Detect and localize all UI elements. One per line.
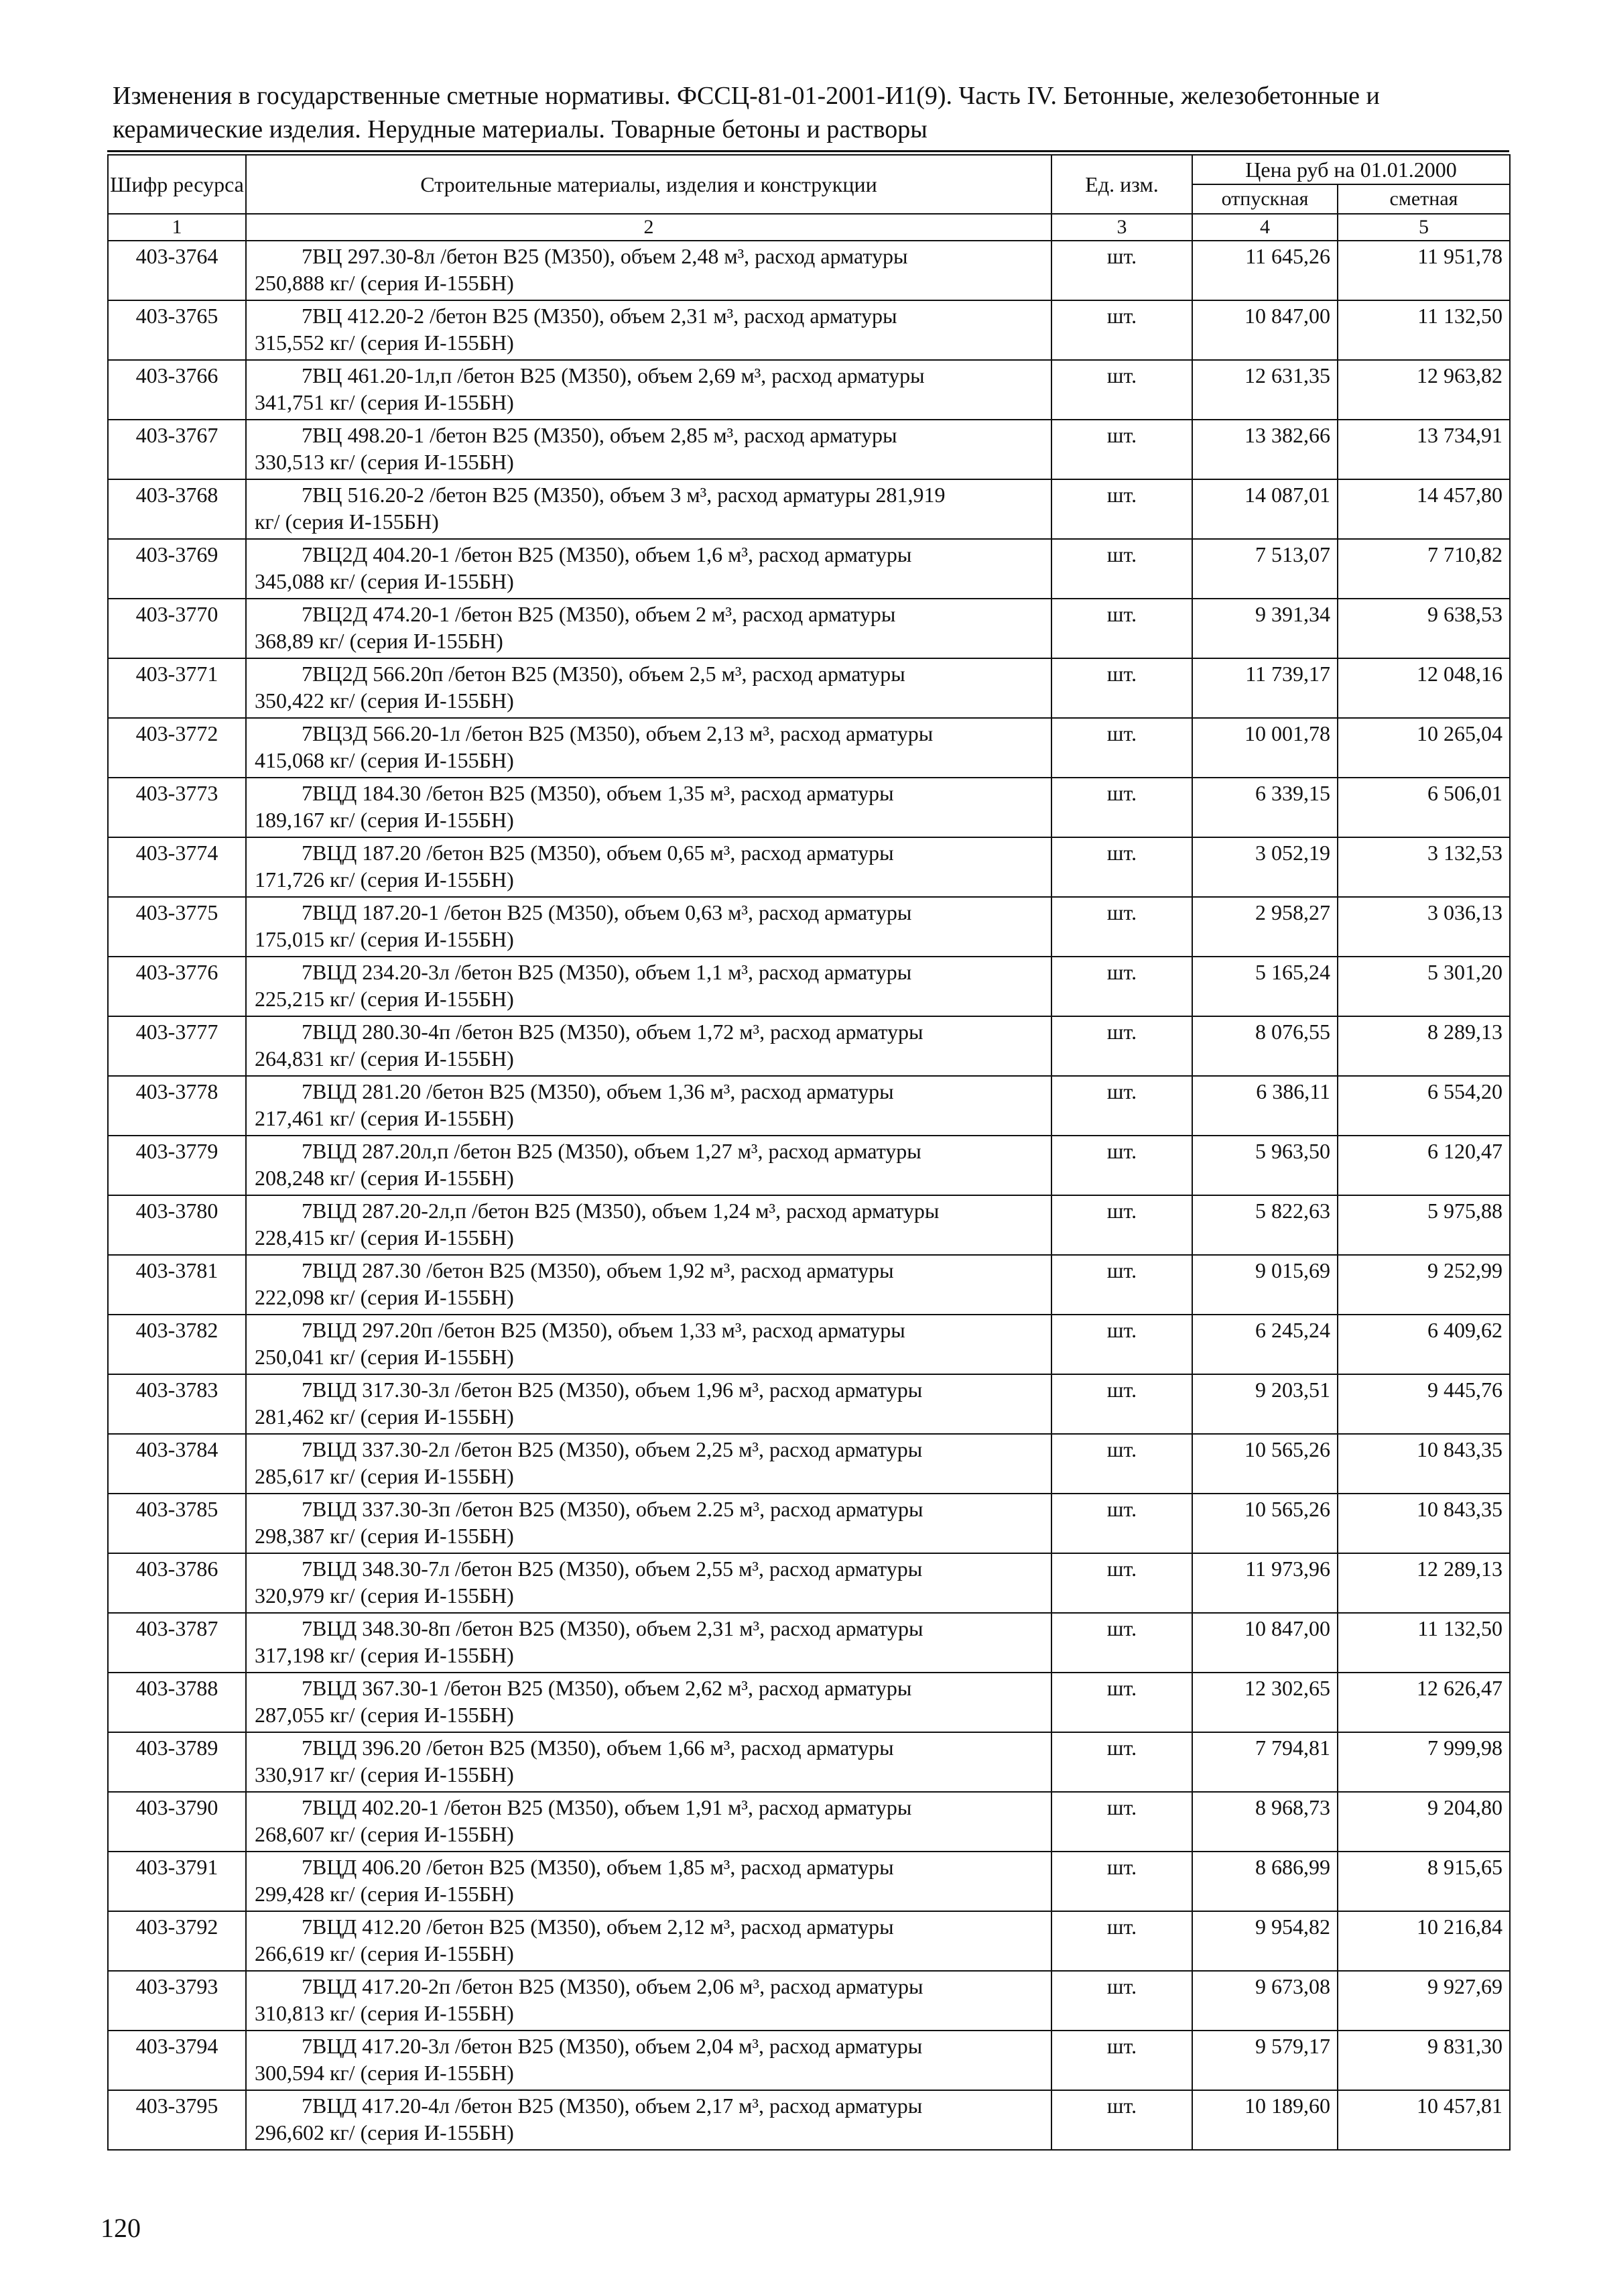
release-price: 3 052,19 — [1192, 837, 1338, 897]
description-line-2: 225,215 кг/ (серия И-155БН) — [255, 987, 514, 1011]
description-line-2: 175,015 кг/ (серия И-155БН) — [255, 927, 514, 951]
resource-code: 403-3771 — [108, 658, 246, 718]
description-line-1: 7ВЦД 317.30-3л /бетон В25 (М350), объем 1,96 м³, расход арматуры — [302, 1378, 923, 1402]
release-price: 6 245,24 — [1192, 1315, 1338, 1374]
column-number: 1 — [108, 214, 246, 241]
resource-code: 403-3776 — [108, 957, 246, 1016]
release-price: 6 339,15 — [1192, 778, 1338, 837]
unit: шт. — [1051, 1195, 1192, 1255]
description-line-2: 268,607 кг/ (серия И-155БН) — [255, 1822, 514, 1846]
description-line-1: 7ВЦД 187.20-1 /бетон В25 (М350), объем 0,63 м³, расход арматуры — [302, 900, 912, 924]
estimate-price: 10 843,35 — [1338, 1494, 1510, 1553]
description-line-1: 7ВЦД 417.20-4л /бетон В25 (М350), объем 2,17 м³, расход арматуры — [302, 2094, 923, 2118]
header-price-group: Цена руб на 01.01.2000 — [1192, 155, 1510, 184]
description-line-2: 330,917 кг/ (серия И-155БН) — [255, 1762, 514, 1787]
table-row — [108, 1076, 1510, 1136]
unit: шт. — [1051, 778, 1192, 837]
description-line-1: 7ВЦД 281.20 /бетон В25 (М350), объем 1,36 м³, расход арматуры — [302, 1079, 894, 1103]
description-line-2: 217,461 кг/ (серия И-155БН) — [255, 1106, 514, 1130]
description-line-1: 7ВЦД 337.30-2л /бетон В25 (М350), объем 2,25 м³, расход арматуры — [302, 1437, 923, 1461]
description-line-1: 7ВЦД 287.30 /бетон В25 (М350), объем 1,92 м³, расход арматуры — [302, 1258, 894, 1282]
resource-code: 403-3792 — [108, 1911, 246, 1971]
estimate-price: 9 252,99 — [1338, 1255, 1510, 1315]
resource-code: 403-3772 — [108, 718, 246, 778]
column-number: 3 — [1051, 214, 1192, 241]
table-row — [108, 718, 1510, 778]
table-row — [108, 420, 1510, 479]
release-price: 8 076,55 — [1192, 1016, 1338, 1076]
material-description — [246, 360, 1051, 420]
table-row — [108, 778, 1510, 837]
description-line-2: 287,055 кг/ (серия И-155БН) — [255, 1703, 514, 1727]
release-price: 9 203,51 — [1192, 1374, 1338, 1434]
estimate-price: 13 734,91 — [1338, 420, 1510, 479]
unit: шт. — [1051, 718, 1192, 778]
material-description — [246, 241, 1051, 300]
table-row — [108, 1255, 1510, 1315]
unit: шт. — [1051, 1971, 1192, 2031]
release-price: 11 973,96 — [1192, 1553, 1338, 1613]
estimate-price: 6 120,47 — [1338, 1136, 1510, 1195]
release-price: 12 302,65 — [1192, 1673, 1338, 1732]
table-row — [108, 1852, 1510, 1911]
resource-code: 403-3794 — [108, 2031, 246, 2090]
description-line-1: 7ВЦ 516.20-2 /бетон В25 (М350), объем 3 м³, расход арматуры 281,919 — [302, 483, 946, 507]
material-description — [246, 778, 1051, 837]
material-description — [246, 718, 1051, 778]
table-row — [108, 1434, 1510, 1494]
table-row — [108, 241, 1510, 300]
description-line-2: 208,248 кг/ (серия И-155БН) — [255, 1166, 514, 1190]
resource-code: 403-3777 — [108, 1016, 246, 1076]
description-line-1: 7ВЦД 348.30-8п /бетон В25 (М350), объем 2,31 м³, расход арматуры — [302, 1616, 923, 1640]
estimate-price: 7 710,82 — [1338, 539, 1510, 599]
table-row — [108, 1195, 1510, 1255]
description-line-1: 7ВЦД 234.20-3л /бетон В25 (М350), объем 1,1 м³, расход арматуры — [302, 960, 912, 984]
estimate-price: 7 999,98 — [1338, 1732, 1510, 1792]
description-line-1: 7ВЦД 184.30 /бетон В25 (М350), объем 1,35 м³, расход арматуры — [302, 781, 894, 805]
estimate-price: 6 554,20 — [1338, 1076, 1510, 1136]
description-line-1: 7ВЦ 412.20-2 /бетон В25 (М350), объем 2,31 м³, расход арматуры — [302, 304, 897, 328]
description-line-2: 330,513 кг/ (серия И-155БН) — [255, 450, 514, 474]
table-row — [108, 1315, 1510, 1374]
release-price: 9 954,82 — [1192, 1911, 1338, 1971]
unit: шт. — [1051, 1076, 1192, 1136]
estimate-price: 12 048,16 — [1338, 658, 1510, 718]
description-line-2: 320,979 кг/ (серия И-155БН) — [255, 1583, 514, 1608]
unit: шт. — [1051, 1553, 1192, 1613]
material-description — [246, 1016, 1051, 1076]
release-price: 5 165,24 — [1192, 957, 1338, 1016]
description-line-2: 315,552 кг/ (серия И-155БН) — [255, 330, 514, 355]
resource-code: 403-3779 — [108, 1136, 246, 1195]
table-row — [108, 1792, 1510, 1852]
release-price: 9 391,34 — [1192, 599, 1338, 658]
description-line-2: 296,602 кг/ (серия И-155БН) — [255, 2120, 514, 2144]
description-line-1: 7ВЦД 287.20л,п /бетон В25 (М350), объем 1,27 м³, расход арматуры — [302, 1139, 921, 1163]
description-line-1: 7ВЦД 297.20п /бетон В25 (М350), объем 1,33 м³, расход арматуры — [302, 1318, 905, 1342]
estimate-price: 10 265,04 — [1338, 718, 1510, 778]
unit: шт. — [1051, 1852, 1192, 1911]
description-line-2: 222,098 кг/ (серия И-155БН) — [255, 1285, 514, 1309]
release-price: 2 958,27 — [1192, 897, 1338, 957]
table-row — [108, 1971, 1510, 2031]
description-line-2: 310,813 кг/ (серия И-155БН) — [255, 2001, 514, 2025]
material-description — [246, 1076, 1051, 1136]
unit: шт. — [1051, 1315, 1192, 1374]
table-row — [108, 539, 1510, 599]
description-line-2: 300,594 кг/ (серия И-155БН) — [255, 2061, 514, 2085]
unit: шт. — [1051, 1136, 1192, 1195]
resource-code: 403-3785 — [108, 1494, 246, 1553]
estimate-price: 12 289,13 — [1338, 1553, 1510, 1613]
release-price: 5 963,50 — [1192, 1136, 1338, 1195]
material-description — [246, 599, 1051, 658]
material-description — [246, 1315, 1051, 1374]
estimate-price: 5 301,20 — [1338, 957, 1510, 1016]
estimate-price: 6 506,01 — [1338, 778, 1510, 837]
resource-code: 403-3770 — [108, 599, 246, 658]
material-description — [246, 658, 1051, 718]
description-line-1: 7ВЦ2Д 474.20-1 /бетон В25 (М350), объем 2 м³, расход арматуры — [302, 602, 896, 626]
estimate-price: 6 409,62 — [1338, 1315, 1510, 1374]
estimate-price: 11 132,50 — [1338, 300, 1510, 360]
table-row — [108, 1494, 1510, 1553]
estimate-price: 14 457,80 — [1338, 479, 1510, 539]
description-line-2: 250,041 кг/ (серия И-155БН) — [255, 1345, 514, 1369]
estimate-price: 10 843,35 — [1338, 1434, 1510, 1494]
release-price: 10 189,60 — [1192, 2090, 1338, 2150]
description-line-2: 350,422 кг/ (серия И-155БН) — [255, 688, 514, 713]
unit: шт. — [1051, 837, 1192, 897]
resource-code: 403-3795 — [108, 2090, 246, 2150]
header-title-line-1: Изменения в государственные сметные нормативы. ФССЦ-81-01-2001-И1(9). Часть IV. Бетонные, железобетонные и — [113, 82, 1380, 110]
table-row — [108, 1732, 1510, 1792]
description-line-1: 7ВЦ 297.30-8л /бетон В25 (М350), объем 2,48 м³, расход арматуры — [302, 244, 908, 268]
estimate-price: 8 915,65 — [1338, 1852, 1510, 1911]
resource-code: 403-3780 — [108, 1195, 246, 1255]
unit: шт. — [1051, 479, 1192, 539]
column-number: 4 — [1192, 214, 1338, 241]
material-description — [246, 1494, 1051, 1553]
unit: шт. — [1051, 1255, 1192, 1315]
resource-code: 403-3789 — [108, 1732, 246, 1792]
estimate-price: 9 445,76 — [1338, 1374, 1510, 1434]
unit: шт. — [1051, 658, 1192, 718]
unit: шт. — [1051, 539, 1192, 599]
unit: шт. — [1051, 1016, 1192, 1076]
resource-code: 403-3790 — [108, 1792, 246, 1852]
material-description — [246, 1971, 1051, 2031]
table-row — [108, 1911, 1510, 1971]
unit: шт. — [1051, 1434, 1192, 1494]
column-number: 2 — [246, 214, 1051, 241]
unit: шт. — [1051, 2031, 1192, 2090]
table-row — [108, 360, 1510, 420]
header-rule — [107, 150, 1509, 152]
page-number: 120 — [101, 2213, 141, 2243]
estimate-price: 11 132,50 — [1338, 1613, 1510, 1673]
price-table — [107, 154, 1511, 2151]
material-description — [246, 300, 1051, 360]
description-line-2: 281,462 кг/ (серия И-155БН) — [255, 1404, 514, 1429]
release-price: 7 513,07 — [1192, 539, 1338, 599]
table-row — [108, 837, 1510, 897]
table-row — [108, 2031, 1510, 2090]
estimate-price: 8 289,13 — [1338, 1016, 1510, 1076]
unit: шт. — [1051, 1732, 1192, 1792]
resource-code: 403-3784 — [108, 1434, 246, 1494]
description-line-1: 7ВЦД 396.20 /бетон В25 (М350), объем 1,66 м³, расход арматуры — [302, 1736, 894, 1760]
unit: шт. — [1051, 897, 1192, 957]
table-row — [108, 300, 1510, 360]
estimate-price: 9 831,30 — [1338, 2031, 1510, 2090]
description-line-1: 7ВЦ 498.20-1 /бетон В25 (М350), объем 2,85 м³, расход арматуры — [302, 423, 897, 447]
description-line-2: 317,198 кг/ (серия И-155БН) — [255, 1643, 514, 1667]
table-row — [108, 897, 1510, 957]
description-line-2: 250,888 кг/ (серия И-155БН) — [255, 271, 514, 295]
material-description — [246, 957, 1051, 1016]
column-number: 5 — [1338, 214, 1510, 241]
material-description — [246, 1613, 1051, 1673]
resource-code: 403-3768 — [108, 479, 246, 539]
table-row — [108, 1136, 1510, 1195]
resource-code: 403-3766 — [108, 360, 246, 420]
description-line-1: 7ВЦ 461.20-1л,п /бетон В25 (М350), объем 2,69 м³, расход арматуры — [302, 363, 925, 387]
estimate-price: 9 927,69 — [1338, 1971, 1510, 2031]
resource-code: 403-3778 — [108, 1076, 246, 1136]
resource-code: 403-3773 — [108, 778, 246, 837]
estimate-price: 5 975,88 — [1338, 1195, 1510, 1255]
estimate-price: 3 132,53 — [1338, 837, 1510, 897]
resource-code: 403-3764 — [108, 241, 246, 300]
table-row — [108, 479, 1510, 539]
material-description — [246, 1792, 1051, 1852]
unit: шт. — [1051, 1613, 1192, 1673]
document-header — [113, 79, 1507, 146]
resource-code: 403-3774 — [108, 837, 246, 897]
description-line-1: 7ВЦД 412.20 /бетон В25 (М350), объем 2,12 м³, расход арматуры — [302, 1915, 894, 1939]
description-line-1: 7ВЦД 417.20-2п /бетон В25 (М350), объем 2,06 м³, расход арматуры — [302, 1974, 923, 1998]
estimate-price: 12 626,47 — [1338, 1673, 1510, 1732]
description-line-2: 415,068 кг/ (серия И-155БН) — [255, 748, 514, 772]
description-line-1: 7ВЦД 348.30-7л /бетон В25 (М350), объем 2,55 м³, расход арматуры — [302, 1557, 923, 1581]
table-header — [108, 155, 1510, 241]
material-description — [246, 1136, 1051, 1195]
release-price: 5 822,63 — [1192, 1195, 1338, 1255]
unit: шт. — [1051, 957, 1192, 1016]
header-estimate-price: сметная — [1338, 184, 1510, 214]
release-price: 14 087,01 — [1192, 479, 1338, 539]
table-row — [108, 957, 1510, 1016]
material-description — [246, 2031, 1051, 2090]
release-price: 8 968,73 — [1192, 1792, 1338, 1852]
description-line-1: 7ВЦ2Д 404.20-1 /бетон В25 (М350), объем 1,6 м³, расход арматуры — [302, 542, 912, 566]
estimate-price: 3 036,13 — [1338, 897, 1510, 957]
material-description — [246, 897, 1051, 957]
material-description — [246, 539, 1051, 599]
material-description — [246, 1434, 1051, 1494]
release-price: 6 386,11 — [1192, 1076, 1338, 1136]
material-description — [246, 1195, 1051, 1255]
material-description — [246, 1374, 1051, 1434]
description-line-2: 345,088 кг/ (серия И-155БН) — [255, 569, 514, 593]
description-line-2: 228,415 кг/ (серия И-155БН) — [255, 1225, 514, 1250]
description-line-1: 7ВЦ2Д 566.20п /бетон В25 (М350), объем 2,5 м³, расход арматуры — [302, 662, 905, 686]
material-description — [246, 1553, 1051, 1613]
material-description — [246, 1911, 1051, 1971]
material-description — [246, 1852, 1051, 1911]
resource-code: 403-3765 — [108, 300, 246, 360]
release-price: 7 794,81 — [1192, 1732, 1338, 1792]
material-description — [246, 1255, 1051, 1315]
description-line-1: 7ВЦД 287.20-2л,п /бетон В25 (М350), объем 1,24 м³, расход арматуры — [302, 1199, 940, 1223]
description-line-2: 368,89 кг/ (серия И-155БН) — [255, 629, 503, 653]
release-price: 9 673,08 — [1192, 1971, 1338, 2031]
header-unit: Ед. изм. — [1051, 155, 1192, 214]
estimate-price: 11 951,78 — [1338, 241, 1510, 300]
estimate-price: 12 963,82 — [1338, 360, 1510, 420]
unit: шт. — [1051, 420, 1192, 479]
description-line-2: 298,387 кг/ (серия И-155БН) — [255, 1524, 514, 1548]
description-line-1: 7ВЦД 367.30-1 /бетон В25 (М350), объем 2,62 м³, расход арматуры — [302, 1676, 912, 1700]
description-line-2: 299,428 кг/ (серия И-155БН) — [255, 1882, 514, 1906]
estimate-price: 9 204,80 — [1338, 1792, 1510, 1852]
description-line-2: 171,726 кг/ (серия И-155БН) — [255, 867, 514, 892]
release-price: 9 579,17 — [1192, 2031, 1338, 2090]
resource-code: 403-3781 — [108, 1255, 246, 1315]
description-line-1: 7ВЦ3Д 566.20-1л /бетон В25 (М350), объем 2,13 м³, расход арматуры — [302, 721, 934, 745]
unit: шт. — [1051, 599, 1192, 658]
unit: шт. — [1051, 360, 1192, 420]
description-line-2: 264,831 кг/ (серия И-155БН) — [255, 1046, 514, 1071]
header-materials: Строительные материалы, изделия и конструкции — [246, 155, 1051, 214]
unit: шт. — [1051, 1673, 1192, 1732]
description-line-1: 7ВЦД 402.20-1 /бетон В25 (М350), объем 1,91 м³, расход арматуры — [302, 1795, 912, 1819]
table-row — [108, 658, 1510, 718]
resource-code: 403-3783 — [108, 1374, 246, 1434]
unit: шт. — [1051, 1792, 1192, 1852]
table-row — [108, 599, 1510, 658]
release-price: 10 847,00 — [1192, 300, 1338, 360]
description-line-1: 7ВЦД 406.20 /бетон В25 (М350), объем 1,85 м³, расход арматуры — [302, 1855, 894, 1879]
release-price: 10 565,26 — [1192, 1434, 1338, 1494]
material-description — [246, 2090, 1051, 2150]
table-row — [108, 1613, 1510, 1673]
release-price: 10 001,78 — [1192, 718, 1338, 778]
table-body — [108, 241, 1510, 2150]
description-line-1: 7ВЦД 280.30-4п /бетон В25 (М350), объем 1,72 м³, расход арматуры — [302, 1020, 923, 1044]
release-price: 13 382,66 — [1192, 420, 1338, 479]
release-price: 11 645,26 — [1192, 241, 1338, 300]
estimate-price: 9 638,53 — [1338, 599, 1510, 658]
description-line-1: 7ВЦД 417.20-3л /бетон В25 (М350), объем 2,04 м³, расход арматуры — [302, 2034, 923, 2058]
unit: шт. — [1051, 2090, 1192, 2150]
estimate-price: 10 216,84 — [1338, 1911, 1510, 1971]
resource-code: 403-3793 — [108, 1971, 246, 2031]
material-description — [246, 1732, 1051, 1792]
resource-code: 403-3767 — [108, 420, 246, 479]
resource-code: 403-3769 — [108, 539, 246, 599]
description-line-2: 285,617 кг/ (серия И-155БН) — [255, 1464, 514, 1488]
release-price: 10 565,26 — [1192, 1494, 1338, 1553]
release-price: 9 015,69 — [1192, 1255, 1338, 1315]
resource-code: 403-3786 — [108, 1553, 246, 1613]
description-line-2: 189,167 кг/ (серия И-155БН) — [255, 808, 514, 832]
material-description — [246, 420, 1051, 479]
description-line-1: 7ВЦД 187.20 /бетон В25 (М350), объем 0,65 м³, расход арматуры — [302, 841, 894, 865]
release-price: 12 631,35 — [1192, 360, 1338, 420]
table-row — [108, 1553, 1510, 1613]
resource-code: 403-3782 — [108, 1315, 246, 1374]
release-price: 10 847,00 — [1192, 1613, 1338, 1673]
description-line-1: 7ВЦД 337.30-3п /бетон В25 (М350), объем 2.25 м³, расход арматуры — [302, 1497, 923, 1521]
material-description — [246, 479, 1051, 539]
header-code: Шифр ресурса — [108, 155, 246, 214]
release-price: 11 739,17 — [1192, 658, 1338, 718]
header-title-line-2: керамические изделия. Нерудные материалы. Товарные бетоны и растворы — [113, 115, 928, 143]
unit: шт. — [1051, 1494, 1192, 1553]
table-row — [108, 1374, 1510, 1434]
table-row — [108, 1016, 1510, 1076]
release-price: 8 686,99 — [1192, 1852, 1338, 1911]
resource-code: 403-3788 — [108, 1673, 246, 1732]
material-description — [246, 837, 1051, 897]
resource-code: 403-3787 — [108, 1613, 246, 1673]
description-line-2: 341,751 кг/ (серия И-155БН) — [255, 390, 514, 414]
description-line-2: кг/ (серия И-155БН) — [255, 509, 439, 534]
resource-code: 403-3775 — [108, 897, 246, 957]
estimate-price: 10 457,81 — [1338, 2090, 1510, 2150]
unit: шт. — [1051, 1911, 1192, 1971]
table-row — [108, 2090, 1510, 2150]
unit: шт. — [1051, 241, 1192, 300]
unit: шт. — [1051, 300, 1192, 360]
table-row — [108, 1673, 1510, 1732]
header-release-price: отпускная — [1192, 184, 1338, 214]
material-description — [246, 1673, 1051, 1732]
description-line-2: 266,619 кг/ (серия И-155БН) — [255, 1941, 514, 1966]
unit: шт. — [1051, 1374, 1192, 1434]
resource-code: 403-3791 — [108, 1852, 246, 1911]
